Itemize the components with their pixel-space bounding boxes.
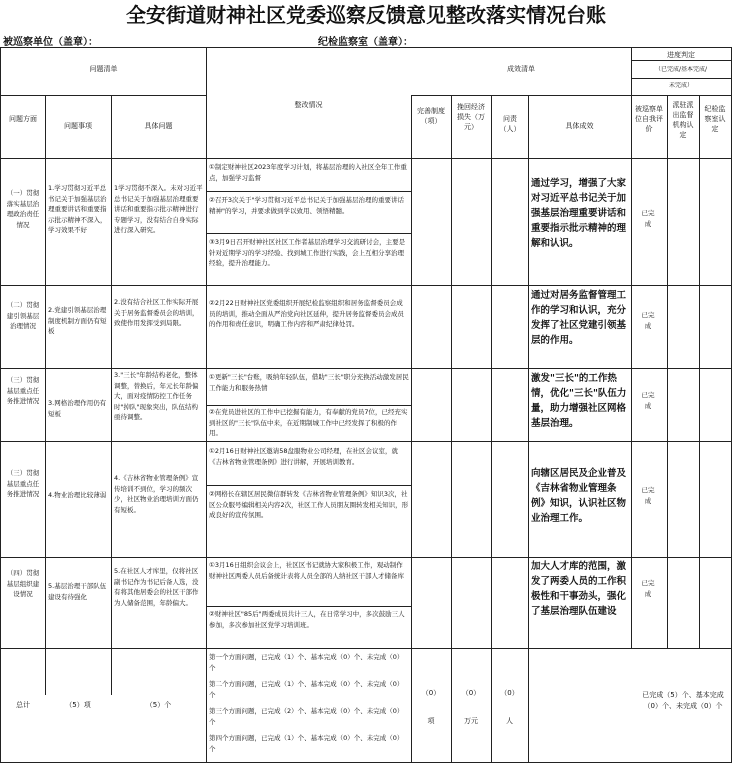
row1-type: （一）贯彻落实基层治理政治责任情况 xyxy=(6,189,40,229)
row3-type: （三）贯彻基层重点任务推进情况 xyxy=(6,376,40,405)
total-details: （5）个 xyxy=(145,701,172,709)
row3-status: 已完成 xyxy=(641,391,655,410)
row3-effect: 激发"三长"的工作热情，优化"三长"队伍力量，助力增强社区网格基层治理。 xyxy=(531,373,627,429)
total-summary-2: 第二个方面问题，已完成（1）个、基本完成（0）个、未完成（0）个 xyxy=(209,680,404,699)
total-rules: （0） xyxy=(421,689,441,697)
row5-status: 已完成 xyxy=(641,579,655,598)
page-title: 全安街道财神社区党委巡察反馈意见整改落实情况台账 xyxy=(126,3,606,27)
row1-measure-3: ③3月9日召开财神社区社区工作者基层治理学习交流研讨会，主要是针对近期学习的学习经验、找到城工作进行实践，会上互相分享治理经验，提升治理能力。 xyxy=(209,238,406,267)
row3-measure-2: ②在党员进社区的工作中已挖掘有能力，有奉献的党员7位，已经充实到社区的"三长"队伍中来，在近期制城工作中已经发挥了积极的作用。 xyxy=(209,408,408,437)
progress-options-2: 未完成） xyxy=(668,82,693,89)
col-people: 问责（人） xyxy=(499,115,521,133)
total-summary-3: 第三个方面问题，已完成（2）个、基本完成（0）个、未完成（0）个 xyxy=(209,707,404,726)
row5-effect: 加大人才库的范围，激发了两委人员的工作积极性和干事劲头，强化了基层治理队伍建设 xyxy=(531,561,627,617)
row1-item: 1.学习贯彻习近平总书记关于加强基层治理重要讲话和重要指示批示精神不深入，学习效果不好 xyxy=(48,184,107,234)
col-self-eval: 被巡察单位自我评价 xyxy=(635,105,663,133)
total-people: （0） xyxy=(500,689,519,697)
row2-item: 2.党建引领基层治理制度机制方面仍有短板 xyxy=(48,306,107,335)
total-status-summary: 已完成（5）个、基本完成（0）个、未完成（0）个 xyxy=(642,691,724,710)
row1-effect: 通过学习，增强了大家对习近平总书记关于加强基层治理重要讲话和重要指示批示精神的理解和认识。 xyxy=(531,178,627,249)
row2-status: 已完成 xyxy=(641,311,655,330)
row1-detail: 1学习贯彻不深入。未对习近平总书记关于加强基层治理重要讲话和重要指示批示精神进行专题学习，没有结合自身实际进行深入研究。 xyxy=(114,184,203,234)
row2-type: （二）贯彻建引领基层治理情况 xyxy=(6,301,40,330)
progress-options: （已完成/基本完成/ xyxy=(654,66,708,73)
row5-item: 5.基层治理干部队伍建设有待强化 xyxy=(48,582,107,601)
total-rules-unit: 项 xyxy=(427,717,435,725)
total-summary-4: 第四个方面问题，已完成（1）个、基本完成（0）个、未完成（0）个 xyxy=(209,734,404,753)
col-inspection-office: 纪检监察室认定 xyxy=(704,105,726,133)
row4-effect: 向辖区居民及企业普及《吉林省物业管理条例》知识，认识社区物业治理工作。 xyxy=(531,468,627,524)
total-loss: （0） xyxy=(461,689,481,697)
problem-list-header: 问题清单 xyxy=(89,65,118,73)
results-list-header: 成效清单 xyxy=(507,65,535,73)
row4-measure-2: ②网格长在辖区居民微信群转发《吉林省物业管理条例》知识3次，社区公众服号编辑相关内容2次，社区工作人员朋友圈转发相关知识，形成良好的宣传氛围。 xyxy=(209,490,409,519)
progress-header: 进度判定 xyxy=(667,51,695,59)
row4-status: 已完成 xyxy=(641,486,655,505)
row1-measure-1: ①制定财神社区2023年度学习计划，将基层治理的入社区全年工作重点，加强学习监督 xyxy=(209,163,407,182)
row5-measure-2: ②财神社区"85后"两委成员共计三人，在日常学习中，多次鼓励三人参加，多次参加社区党学习培训班。 xyxy=(209,610,405,629)
row5-type: （四）贯彻基层组织建设情况 xyxy=(6,569,40,598)
total-summary-1: 第一个方面问题，已完成（1）个、基本完成（0）个、未完成（0）个 xyxy=(209,653,404,672)
row1-measure-2: ②召开3次关于"学习贯彻习近平总书记关于加强基层治理的重要讲话精神"的学习，并要求做到学以致用、领悟精髓。 xyxy=(209,196,404,215)
col-problem-detail: 具体问题 xyxy=(144,122,173,130)
row2-measure-1: ②2月22日财神社区党委组织开展纪检监察组织和居务监督委员会成员的培训，推动全面从严治党向社区延伸，提升居务监督委员会成员的作用和责任意识，明确工作内容和严肃纪律处罚。 xyxy=(209,299,404,328)
col-rules: 完善制度（项） xyxy=(417,107,445,125)
row5-detail: 5.在社区人才库里，仅将社区副书记作为书记后备人选，没有将其他居委会的社区干部作为人储备范围，年龄偏大。 xyxy=(114,567,199,607)
col-effect: 具体成效 xyxy=(565,122,594,130)
total-items: （5）项 xyxy=(65,701,91,709)
row4-detail: 4.《吉林省物业管理条例》宣传培训不到位，学习的频次少，社区物业治理培训方面仍有短板。 xyxy=(114,474,199,514)
col-problem-item: 问题事项 xyxy=(64,122,92,130)
col-problem-type: 问题方面 xyxy=(9,115,37,123)
row4-type: （三）贯彻基层重点任务推进情况 xyxy=(6,469,40,498)
inspection-office-label: 纪检监察室（盖章）： xyxy=(318,37,413,48)
total-loss-unit: 万元 xyxy=(464,717,478,725)
total-people-unit: 人 xyxy=(506,717,513,725)
total-label: 总计 xyxy=(16,701,30,709)
col-dispatch: 派驻派出监督机构认定 xyxy=(672,101,694,139)
rectification-header: 整改情况 xyxy=(294,101,323,109)
row1-status: 已完成 xyxy=(641,209,655,228)
col-loss: 挽回经济损失（万元） xyxy=(457,103,485,131)
inspected-unit-label: 被巡察单位（盖章）： xyxy=(3,37,98,48)
row4-item: 4.物业治理比较薄弱 xyxy=(48,491,107,499)
row2-detail: 2.没有结合社区工作实际开展关于居务监督委员会的培训，致使作用发挥受到局限。 xyxy=(114,298,199,327)
ledger-table xyxy=(0,47,732,763)
row4-measure-1: ①2月16日财神社区邀请58盘服物业公司经理，在社区会议室，就《吉林省物业管理条例》进行讲解，开展培训教育。 xyxy=(209,447,399,466)
row2-effect: 通过对居务监督管理工作的学习和认识，充分发挥了社区党建引领基层的作用。 xyxy=(531,290,627,346)
row3-measure-1: ①更新"三长"台账，吸纳年轻队伍，借助"三长"职分充换活动激发居民工作能力和服务热情 xyxy=(209,373,409,392)
row3-detail: 3."三长"年龄结构老化，整体调整，替换后，年元长年龄偏大，面对疫情防控工作任务时"掉队"现象突出，队伍结构亟待调整。 xyxy=(114,371,199,421)
row3-item: 3.网格治理作用仍有短板 xyxy=(48,399,107,418)
row5-measure-1: ①3月16日组织会议会上，社区区书记就协大家积极工作，观动制作财神社区两委人员后备统计表将人员全部的人纳社区干部人才储备库 xyxy=(209,561,404,580)
